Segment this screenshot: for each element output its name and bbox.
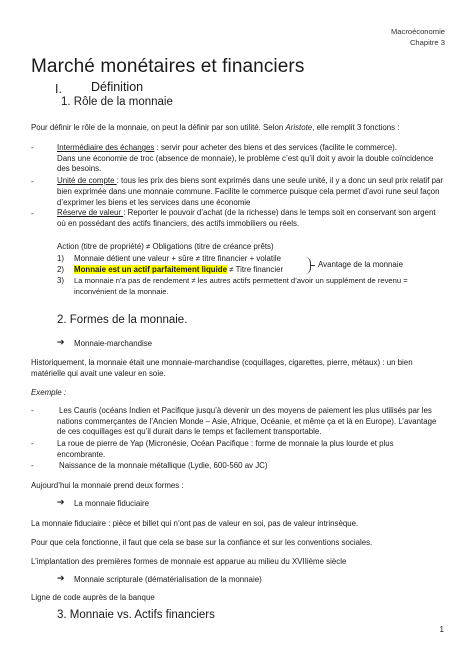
fiduciaire-definition: La monnaie fiduciaire : pièce et billet qui n’ont pas de valeur en soi, pas de valeur intrinsèque. bbox=[31, 519, 359, 528]
action-vs-obligation: Action (titre de propriété) ≠ Obligations (titre de créance prêts) bbox=[57, 242, 274, 251]
bullet-dash: - bbox=[31, 209, 34, 218]
header-course: Macroéconomie bbox=[390, 27, 445, 36]
arrow-right-icon: ➔ bbox=[57, 497, 65, 507]
arrow-right-icon: ➔ bbox=[57, 337, 65, 347]
example-label: Exemple : bbox=[31, 388, 67, 397]
subsection-title-1: 1. Rôle de la monnaie bbox=[61, 96, 173, 108]
author-name: Aristote bbox=[285, 123, 313, 132]
subsection-title-2: 2. Formes de la monnaie. bbox=[57, 314, 188, 326]
code-line-paragraph: Ligne de code auprès de la banque bbox=[31, 593, 155, 602]
function-term: Intermédiaire des échanges bbox=[57, 143, 155, 152]
example-item: Les Cauris (océans Indien et Pacifique jusqu’à devenir un des moyens de paiement les plus utilisés par les nations commerçantes de l’Ancien Monde – Asie, Afrique, Océanie, et même ça et là en Europe). L’avantage de ces coquillages est qu’il durait dans le temps et facilement transportable. bbox=[57, 406, 437, 437]
arrow-right-icon: ➔ bbox=[57, 573, 65, 583]
bullet-dash: - bbox=[31, 461, 34, 470]
function-item: Réserve de valeur : Reporter le pouvoir d’achat (de la richesse) dans le temps soit en conservant son argent où en possédant des actifs financiers, des actifs immobiliers ou réels. bbox=[57, 208, 436, 228]
form-label-marchandise: Monnaie-marchandise bbox=[74, 339, 153, 348]
history-paragraph: Historiquement, la monnaie était une monnaie-marchandise (coquillages, cigarettes, pierre, métaux) : un bien matérielle qui avait une valeur en soie. bbox=[31, 358, 413, 378]
brace-label: Avantage de la monnaie bbox=[318, 260, 403, 269]
numbered-item-3: La monnaie n’a pas de rendement ≠ les autres actifs permettent d’avoir un supplément de revenu = inconvénient de la monnaie. bbox=[74, 276, 408, 296]
header-chapter: Chapitre 3 bbox=[409, 38, 445, 47]
function-term: Unité de compte bbox=[57, 176, 117, 185]
page-title: Marché monétaires et financiers bbox=[31, 56, 305, 77]
numbered-index: 1) bbox=[57, 254, 65, 263]
intro-paragraph: Pour définir le rôle de la monnaie, on peut la définir par son utilité. Selon Aristote, elle remplit 3 fonctions : bbox=[31, 123, 400, 132]
brace-tip bbox=[310, 265, 315, 266]
section-title: Définition bbox=[91, 80, 144, 94]
page-number: 1 bbox=[439, 625, 444, 634]
today-paragraph: Aujourd’hui la monnaie prend deux formes : bbox=[31, 481, 184, 490]
form-label-fiduciaire: La monnaie fiduciaire bbox=[74, 499, 150, 508]
numbered-index: 2) bbox=[57, 265, 65, 274]
function-item: Unité de compte : tous les prix des biens sont exprimés dans une seule unité, il y a donc un seul prix relatif par bbox=[57, 176, 443, 185]
example-item: La roue de pierre de Yap (Micronésie, Océan Pacifique : forme de monnaie la plus lourde et plus encombrante. bbox=[57, 439, 394, 459]
highlighted-text: Monnaie est un actif parfaitement liquide bbox=[74, 265, 228, 274]
function-item: Intermédiaire des échanges : servir pour acheter des biens et des services (facilite le commerce). Dans une économie de troc (absence de monnaie), le problème c’est qu’il doit y avoir la double coïncidence des besoins. bbox=[57, 143, 434, 174]
example-item: Naissance de la monnaie métallique (Lydie, 600-560 av JC) bbox=[59, 461, 268, 470]
implantation-paragraph: L’implantation des premières formes de monnaie est apparue au milieu du XVIIième siècle bbox=[31, 557, 347, 566]
bullet-dash: - bbox=[31, 406, 34, 415]
numbered-item-1: Monnaie détient une valeur + sûre ≠ titre financier + volatile bbox=[74, 254, 281, 263]
numbered-item-2: Monnaie est un actif parfaitement liquide ≠ Titre financier bbox=[74, 265, 284, 274]
bullet-dash: - bbox=[31, 177, 34, 186]
fiduciaire-explanation: Pour que cela fonctionne, il faut que cela se base sur la confiance et sur les conventions sociales. bbox=[31, 538, 373, 547]
subsection-title-3: 3. Monnaie vs. Actifs financiers bbox=[57, 609, 215, 621]
function-continuation: bien exprimée dans une monnaie commune. Facilite le commerce puisque cela permet d’avoi rune seul façon d’exprimer les biens et les services dans une économie bbox=[57, 187, 440, 207]
numbered-index: 3) bbox=[57, 276, 65, 285]
function-term: Réserve de valeur bbox=[57, 208, 124, 217]
form-label-scripturale: Monnaie scripturale (dématérialisation de la monnaie) bbox=[74, 575, 262, 584]
section-number: I. bbox=[55, 82, 62, 96]
bullet-dash: - bbox=[31, 143, 34, 152]
bullet-dash: - bbox=[31, 439, 34, 448]
